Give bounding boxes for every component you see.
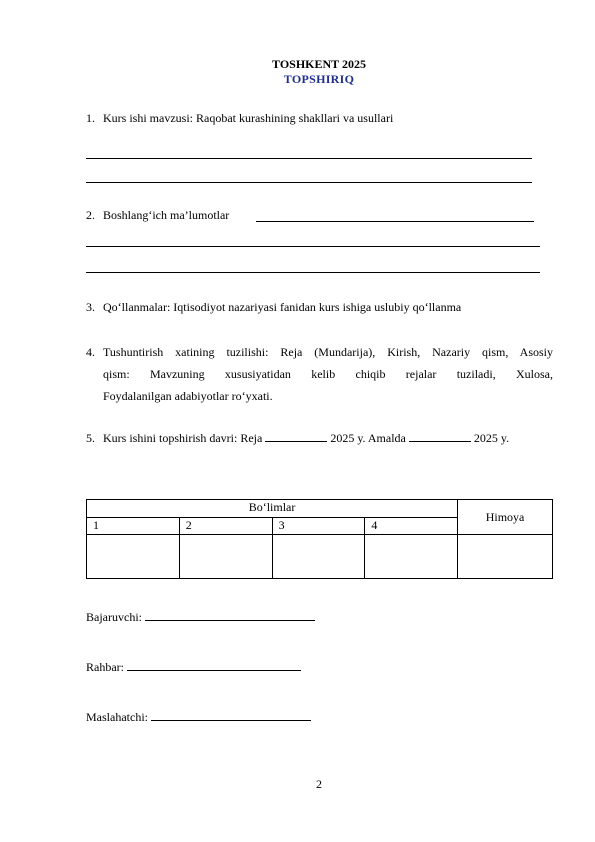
page-number: 2 bbox=[316, 777, 322, 791]
item-4-line-1: Tushuntirish xatining tuzilishi: Reja (Mundarija), Kirish, Nazariy qism, Asosiy bbox=[103, 345, 553, 359]
executor-signature bbox=[86, 610, 315, 625]
blank-line bbox=[256, 221, 534, 222]
item-number: 1. bbox=[86, 111, 95, 125]
actual-date-blank bbox=[409, 431, 471, 442]
column-header-2: 2 bbox=[179, 518, 272, 535]
table-cell bbox=[87, 535, 180, 579]
item-text: Boshlang‘ich ma’lumotlar bbox=[103, 208, 230, 222]
consultant-signature bbox=[86, 710, 311, 725]
column-header-3: 3 bbox=[272, 518, 365, 535]
table-cell bbox=[179, 535, 272, 579]
table-cell bbox=[365, 535, 458, 579]
item-text: Qo‘llanmalar: Iqtisodiyot nazariyasi fanidan kurs ishiga uslubiy qo‘llanma bbox=[103, 300, 462, 314]
item-4-line-2: qism: Mavzuning xususiyatidan kelib chiqib rejalar tuziladi, Xulosa, bbox=[103, 367, 553, 381]
item-5 bbox=[86, 431, 509, 446]
column-header-1: 1 bbox=[87, 518, 180, 535]
blank-line bbox=[86, 246, 540, 247]
item-4-line-3: Foydalanilgan adabiyotlar ro‘yxati. bbox=[103, 389, 273, 403]
executor-signature-line bbox=[145, 610, 315, 621]
blank-line bbox=[86, 272, 540, 273]
item-number: 2. bbox=[86, 208, 95, 222]
item-2 bbox=[86, 208, 229, 223]
supervisor-label: Rahbar: bbox=[86, 660, 124, 674]
supervisor-signature-line bbox=[127, 660, 301, 671]
table-cell bbox=[272, 535, 365, 579]
plan-date-blank bbox=[265, 431, 327, 442]
consultant-signature-line bbox=[151, 710, 311, 721]
document-title: TOSHKENT 2025 bbox=[272, 57, 366, 71]
sections-table bbox=[86, 499, 553, 579]
item-text-prefix: Kurs ishini topshirish davri: Reja bbox=[103, 431, 263, 445]
blank-line bbox=[86, 158, 532, 159]
item-text-mid: 2025 y. Amalda bbox=[330, 431, 406, 445]
consultant-label: Maslahatchi: bbox=[86, 710, 148, 724]
table-cell bbox=[458, 535, 553, 579]
executor-label: Bajaruvchi: bbox=[86, 610, 142, 624]
item-4-number: 4. bbox=[86, 345, 95, 359]
item-text-suffix: 2025 y. bbox=[473, 431, 510, 445]
column-header-4: 4 bbox=[365, 518, 458, 535]
supervisor-signature bbox=[86, 660, 301, 675]
defense-header: Himoya bbox=[458, 500, 553, 535]
item-3 bbox=[86, 300, 461, 315]
item-text: Kurs ishi mavzusi: Raqobat kurashining shakllari va usullari bbox=[103, 111, 394, 125]
item-number: 3. bbox=[86, 300, 95, 314]
item-1 bbox=[86, 111, 393, 126]
item-number: 5. bbox=[86, 431, 95, 445]
blank-line bbox=[86, 182, 532, 183]
document-subtitle: TOPSHIRIQ bbox=[283, 72, 355, 86]
sections-header: Bo‘limlar bbox=[87, 500, 458, 518]
